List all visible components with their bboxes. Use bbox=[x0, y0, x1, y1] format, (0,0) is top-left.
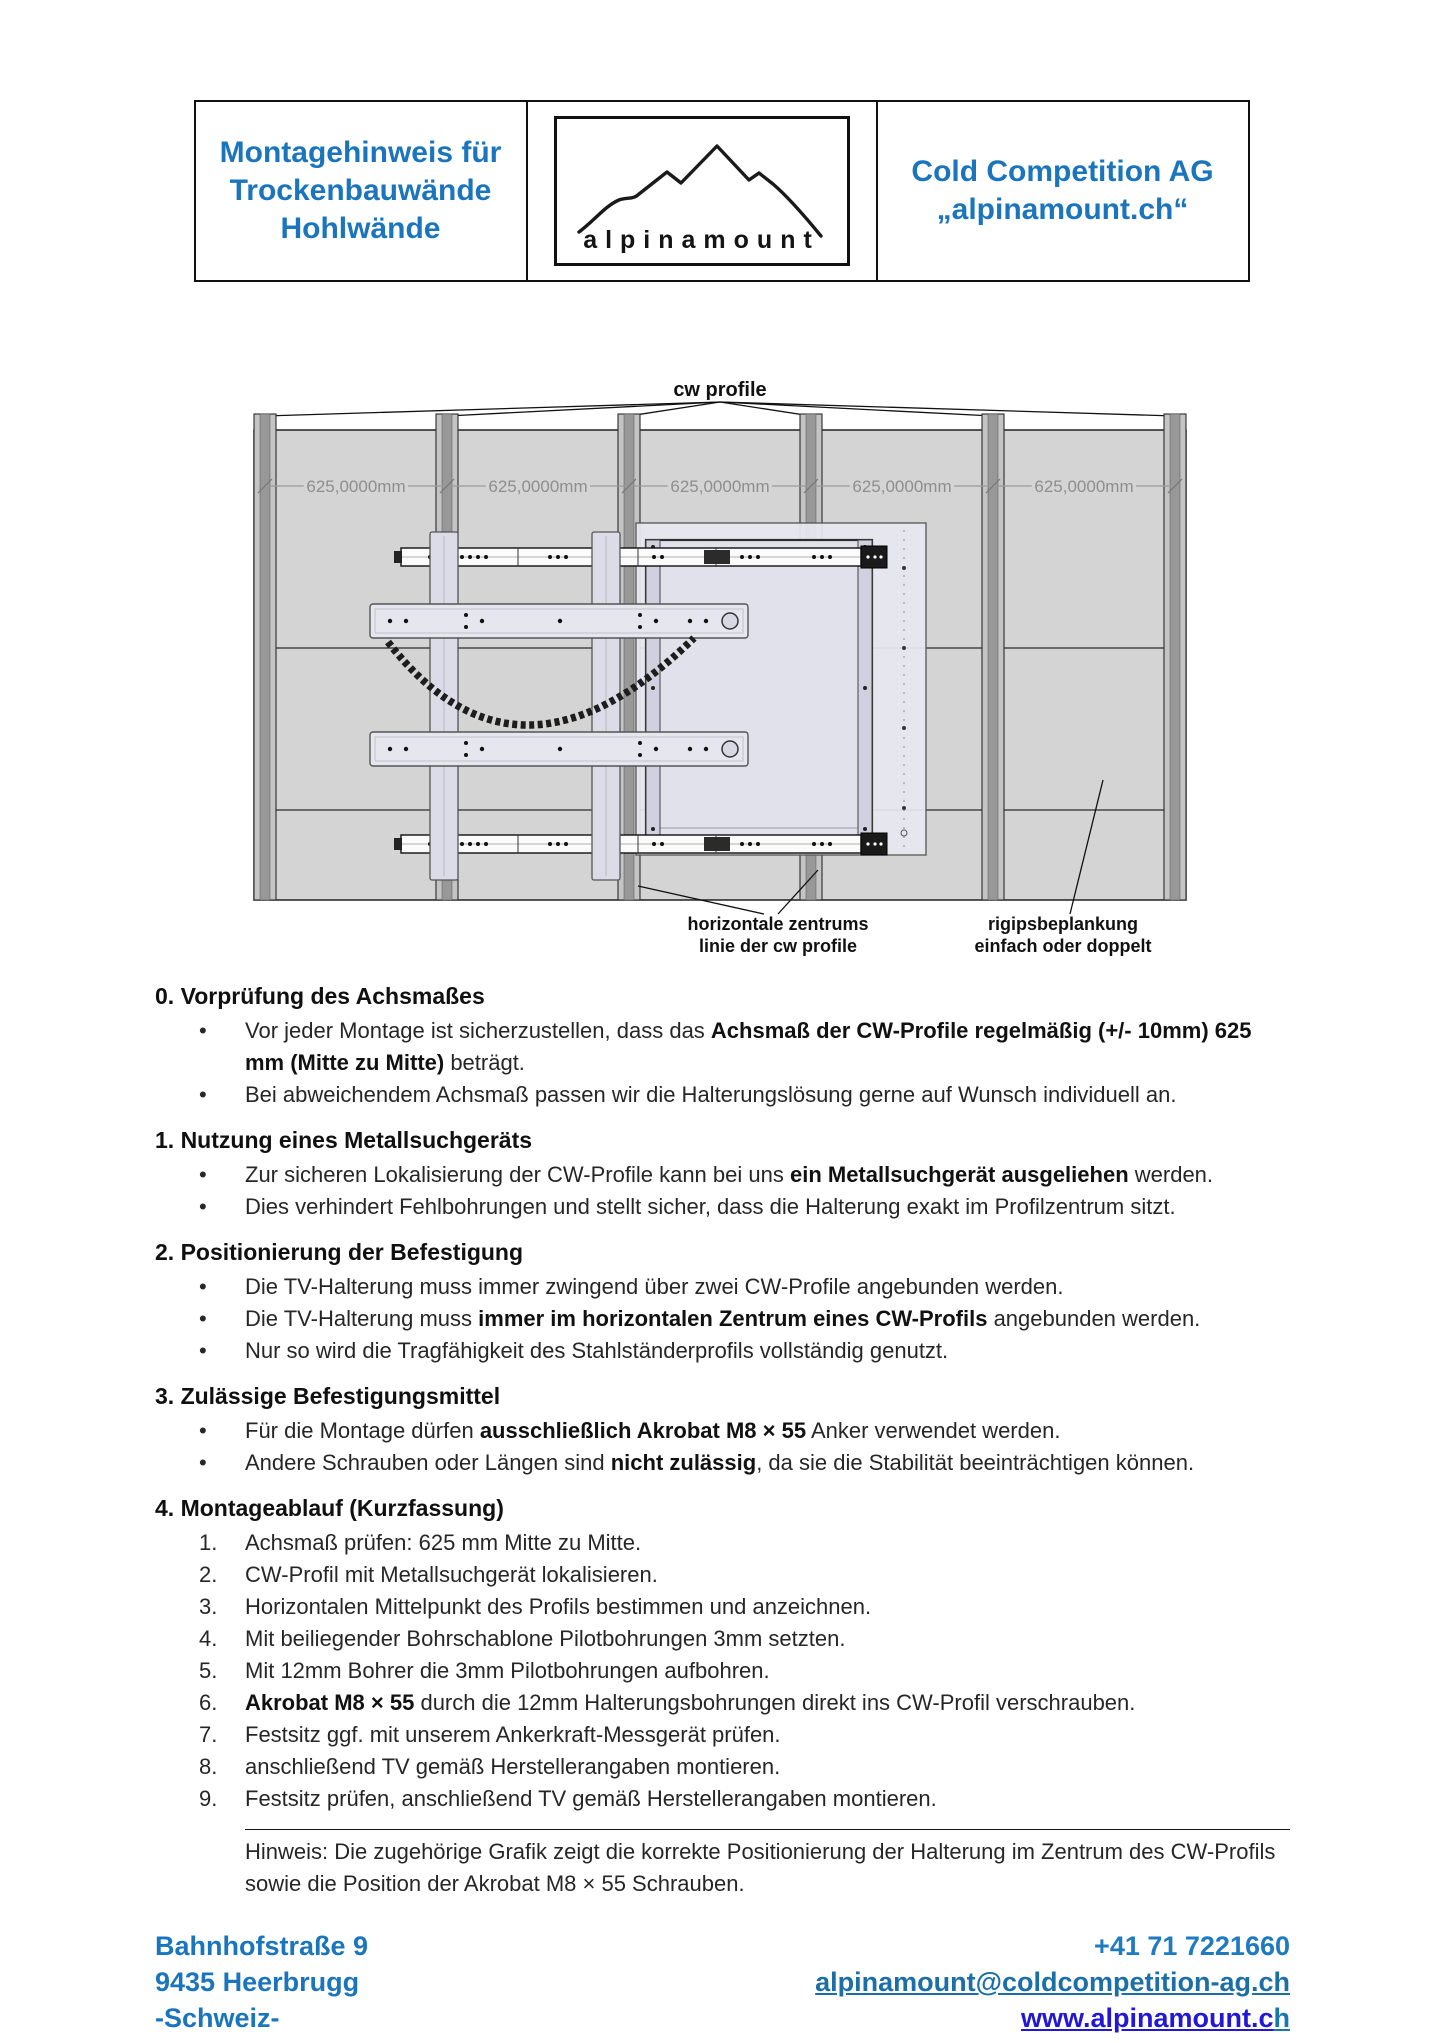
numbered-item bbox=[155, 1687, 1290, 1719]
list-marker: 2. bbox=[199, 1562, 218, 1587]
bullet-item bbox=[155, 1447, 1290, 1479]
list-item-text: Dies verhindert Fehlbohrungen und stellt sicher, dass die Halterung exakt im Profilzentrum sitzt. bbox=[245, 1194, 1176, 1219]
list-marker: • bbox=[199, 1306, 207, 1331]
list-marker: • bbox=[199, 1194, 207, 1219]
list-item-text: Die TV-Halterung muss immer zwingend über zwei CW-Profile angebunden werden. bbox=[245, 1274, 1064, 1299]
bullet-item bbox=[155, 1015, 1290, 1079]
dimension-label-2: 625,0000mm bbox=[487, 477, 588, 496]
list-item-text: Nur so wird die Tragfähigkeit des Stahlständerprofils vollständig genutzt. bbox=[245, 1338, 949, 1363]
address-city: 9435 Heerbrugg bbox=[155, 1967, 360, 1997]
section-heading: 2. Positionierung der Befestigung bbox=[155, 1239, 524, 1265]
note-separator-line bbox=[245, 1829, 1290, 1830]
section-heading: 0. Vorprüfung des Achsmaßes bbox=[155, 983, 485, 1009]
bullet-item bbox=[155, 1079, 1290, 1111]
cw-profile-label: cw profile bbox=[672, 379, 767, 401]
doc-title-line-3: Hohlwände bbox=[280, 212, 441, 245]
footer-contact bbox=[815, 1928, 1290, 2036]
bullet-item bbox=[155, 1303, 1290, 1335]
section-heading: 3. Zulässige Befestigungsmittel bbox=[155, 1383, 501, 1409]
list-item-text: Festsitz ggf. mit unserem Ankerkraft-Messgerät prüfen. bbox=[245, 1722, 781, 1747]
list-marker: 7. bbox=[199, 1722, 218, 1747]
section-4 bbox=[155, 1493, 1290, 1815]
website-link[interactable] bbox=[815, 2000, 1290, 2036]
list-marker: 1. bbox=[199, 1530, 218, 1555]
dimension-label-3: 625,0000mm bbox=[669, 477, 770, 496]
section-1 bbox=[155, 1125, 1290, 1223]
note-text: Hinweis: Die zugehörige Grafik zeigt die korrekte Positionierung der Halterung im Zentrum des CW-Profils sowie die Position der Akrobat M8 × 55 Schrauben. bbox=[245, 1839, 1276, 1896]
list-item-text: Mit beiliegender Bohrschablone Pilotbohrungen 3mm setzten. bbox=[245, 1626, 846, 1651]
address-street: Bahnhofstraße 9 bbox=[155, 1931, 369, 1961]
mount-frame bbox=[646, 540, 872, 836]
instructions-content bbox=[0, 981, 1445, 1900]
list-item-text: Festsitz prüfen, anschließend TV gemäß Herstellerangaben montieren. bbox=[245, 1786, 937, 1811]
bullet-item bbox=[155, 1335, 1290, 1367]
dimension-label-4: 625,0000mm bbox=[851, 477, 952, 496]
alpinamount-logo bbox=[554, 116, 850, 266]
footer-address bbox=[155, 1928, 368, 2036]
list-marker: • bbox=[199, 1418, 207, 1443]
list-item-text: CW-Profil mit Metallsuchgerät lokalisieren. bbox=[245, 1562, 658, 1587]
dimension-label-1: 625,0000mm bbox=[305, 477, 406, 496]
list-marker: • bbox=[199, 1018, 207, 1043]
list-marker: 8. bbox=[199, 1754, 218, 1779]
wall-mount-diagram bbox=[218, 318, 1228, 967]
company-domain: „alpinamount.ch“ bbox=[936, 193, 1189, 226]
wall-plate bbox=[370, 604, 748, 638]
dimension-label-5: 625,0000mm bbox=[1033, 477, 1134, 496]
list-marker: 3. bbox=[199, 1594, 218, 1619]
numbered-item bbox=[155, 1591, 1290, 1623]
list-marker: • bbox=[199, 1338, 207, 1363]
cw-profile-wall-drawing bbox=[218, 318, 1228, 962]
list-marker: • bbox=[199, 1082, 207, 1107]
list-item-text: Bei abweichendem Achsmaß passen wir die Halterungslösung gerne auf Wunsch individuell an. bbox=[245, 1082, 1177, 1107]
cw-profile-leader-lines bbox=[265, 402, 1175, 416]
instruction-sections bbox=[155, 981, 1290, 1815]
list-item-text: Akrobat M8 × 55 durch die 12mm Halterungsbohrungen direkt ins CW-Profil verschrauben. bbox=[245, 1690, 1136, 1715]
numbered-item bbox=[155, 1623, 1290, 1655]
list-marker: • bbox=[199, 1274, 207, 1299]
section-3 bbox=[155, 1381, 1290, 1479]
header-table bbox=[194, 100, 1252, 282]
numbered-item bbox=[155, 1527, 1290, 1559]
dimension-row bbox=[258, 477, 1182, 496]
plasterboard-label-2: einfach oder doppelt bbox=[973, 936, 1152, 956]
tv-mount-assembly bbox=[370, 523, 926, 880]
section-heading: 4. Montageablauf (Kurzfassung) bbox=[155, 1495, 504, 1521]
list-marker: 9. bbox=[199, 1786, 218, 1811]
list-item-text: Zur sicheren Lokalisierung der CW-Profile kann bei uns ein Metallsuchgerät ausgeliehen werden. bbox=[245, 1162, 1214, 1187]
header-title-cell bbox=[194, 100, 528, 282]
company-name: Cold Competition AG bbox=[911, 155, 1214, 188]
list-item-text: Andere Schrauben oder Längen sind nicht zulässig, da sie die Stabilität beeinträchtigen können. bbox=[245, 1450, 1195, 1475]
plasterboard-label-1: rigipsbeplankung bbox=[987, 914, 1138, 934]
website-link-last-char[interactable]: h bbox=[1273, 2003, 1290, 2033]
list-item-text: Für die Montage dürfen ausschließlich Akrobat M8 × 55 Anker verwendet werden. bbox=[245, 1418, 1061, 1443]
mountain-icon bbox=[571, 136, 833, 240]
list-item-text: anschließend TV gemäß Herstellerangaben montieren. bbox=[245, 1754, 781, 1779]
phone-number: +41 71 7221660 bbox=[1094, 1931, 1290, 1961]
numbered-item bbox=[155, 1783, 1290, 1815]
list-marker: • bbox=[199, 1450, 207, 1475]
bullet-item bbox=[155, 1159, 1290, 1191]
website-link-main[interactable]: www.alpinamount.c bbox=[1020, 2003, 1274, 2033]
list-marker: • bbox=[199, 1162, 207, 1187]
header-logo-cell bbox=[526, 100, 878, 282]
bullet-item bbox=[155, 1191, 1290, 1223]
doc-title-line-2: Trockenbauwände bbox=[229, 174, 492, 207]
list-marker: 5. bbox=[199, 1658, 218, 1683]
center-line-label-2: linie der cw profile bbox=[698, 936, 857, 956]
numbered-item bbox=[155, 1655, 1290, 1687]
numbered-item bbox=[155, 1751, 1290, 1783]
numbered-item bbox=[155, 1559, 1290, 1591]
header-company-cell bbox=[876, 100, 1250, 282]
email-link[interactable]: alpinamount@coldcompetition-ag.ch bbox=[815, 1967, 1290, 1997]
address-country: -Schweiz- bbox=[155, 2003, 280, 2033]
bullet-item bbox=[155, 1271, 1290, 1303]
list-item-text: Achsmaß prüfen: 625 mm Mitte zu Mitte. bbox=[245, 1530, 642, 1555]
section-0 bbox=[155, 981, 1290, 1111]
list-item-text: Die TV-Halterung muss immer im horizontalen Zentrum eines CW-Profils angebunden werden. bbox=[245, 1306, 1201, 1331]
list-item-text: Mit 12mm Bohrer die 3mm Pilotbohrungen aufbohren. bbox=[245, 1658, 770, 1683]
center-line-label-1: horizontale zentrums bbox=[686, 914, 869, 934]
section-2 bbox=[155, 1237, 1290, 1367]
list-item-text: Horizontalen Mittelpunkt des Profils bestimmen und anzeichnen. bbox=[245, 1594, 872, 1619]
list-item-text: Vor jeder Montage ist sicherzustellen, dass das Achsmaß der CW-Profile regelmäßig (+/- 10mm) 625 mm (Mitte zu Mitte) beträgt. bbox=[245, 1018, 1252, 1075]
bullet-item bbox=[155, 1415, 1290, 1447]
doc-title-line-1: Montagehinweis für bbox=[219, 136, 502, 169]
numbered-item bbox=[155, 1719, 1290, 1751]
footer bbox=[0, 1928, 1445, 2036]
logo-wordmark: alpinamount bbox=[583, 226, 820, 254]
list-marker: 6. bbox=[199, 1690, 218, 1715]
list-marker: 4. bbox=[199, 1626, 218, 1651]
slide-rail bbox=[394, 546, 887, 568]
section-heading: 1. Nutzung eines Metallsuchgeräts bbox=[155, 1127, 533, 1153]
